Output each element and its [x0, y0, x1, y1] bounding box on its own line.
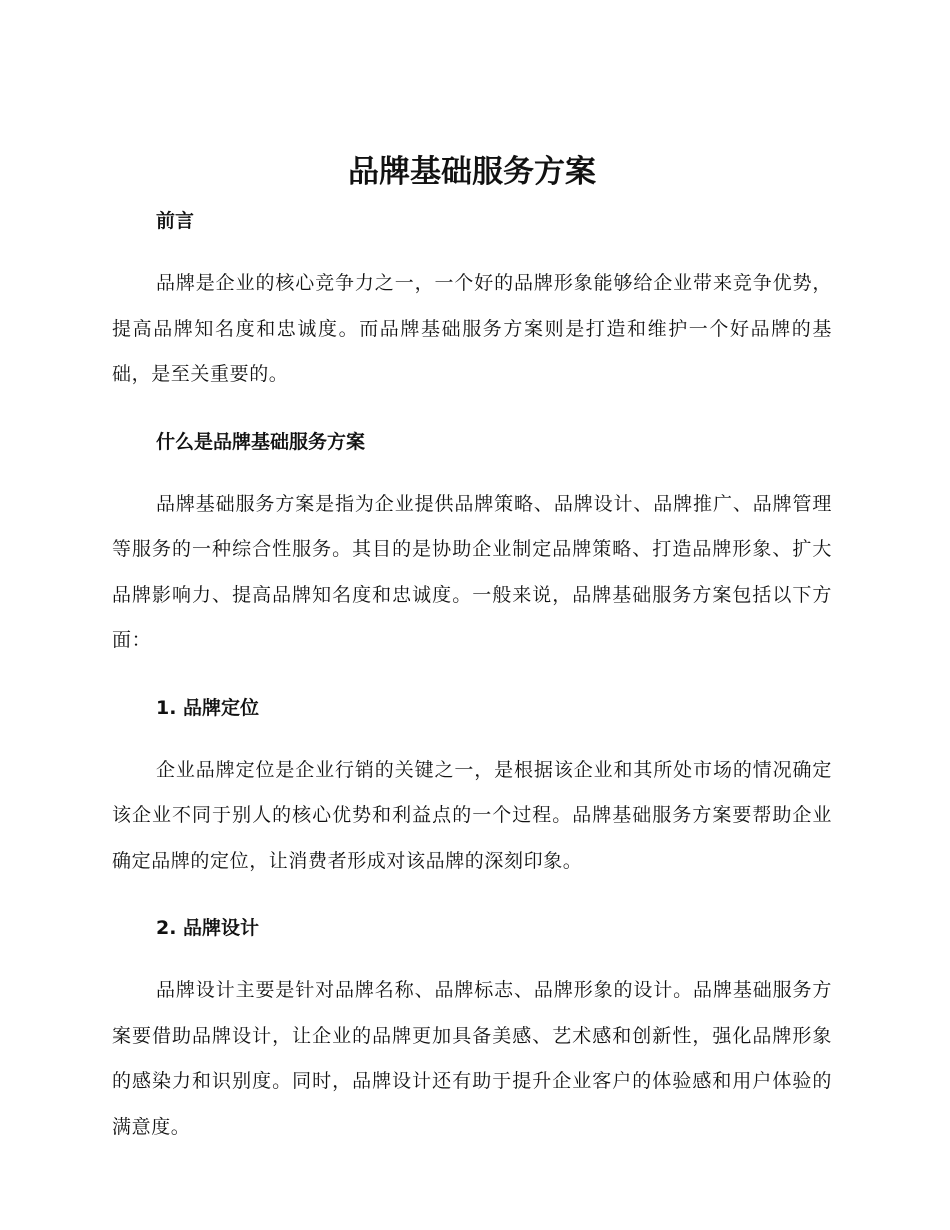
section-heading-what-is: 什么是品牌基础服务方案: [156, 430, 366, 453]
section-paragraph-what-is: 品牌基础服务方案是指为企业提供品牌策略、品牌设计、品牌推广、品牌管理等服务的一种综合性服务。其目的是协助企业制定品牌策略、打造品牌形象、扩大品牌影响力、提高品牌知名度和忠诚度。一般来说，品牌基础服务方案包括以下方面：: [112, 492, 832, 651]
document-body: [112, 150, 832, 1150]
section-heading-brand-design: 2. 品牌设计: [156, 917, 260, 939]
section-paragraph-preface: 品牌是企业的核心竞争力之一，一个好的品牌形象能够给企业带来竞争优势，提高品牌知名度和忠诚度。而品牌基础服务方案则是打造和维护一个好品牌的基础，是至关重要的。: [112, 272, 832, 385]
section-heading-brand-positioning: 1. 品牌定位: [156, 696, 260, 719]
section-paragraph-brand-positioning: 企业品牌定位是企业行销的关键之一，是根据该企业和其所处市场的情况确定该企业不同于别人的核心优势和利益点的一个过程。品牌基础服务方案要帮助企业确定品牌的定位，让消费者形成对该品牌的深刻印象。: [112, 758, 832, 872]
document-title: 品牌基础服务方案: [348, 154, 596, 190]
section-heading-preface: 前言: [156, 210, 195, 232]
section-paragraph-brand-design: 品牌设计主要是针对品牌名称、品牌标志、品牌形象的设计。品牌基础服务方案要借助品牌设计，让企业的品牌更加具备美感、艺术感和创新性，强化品牌形象的感染力和识别度。同时，品牌设计还有助于提升企业客户的体验感和用户体验的满意度。: [112, 979, 832, 1138]
